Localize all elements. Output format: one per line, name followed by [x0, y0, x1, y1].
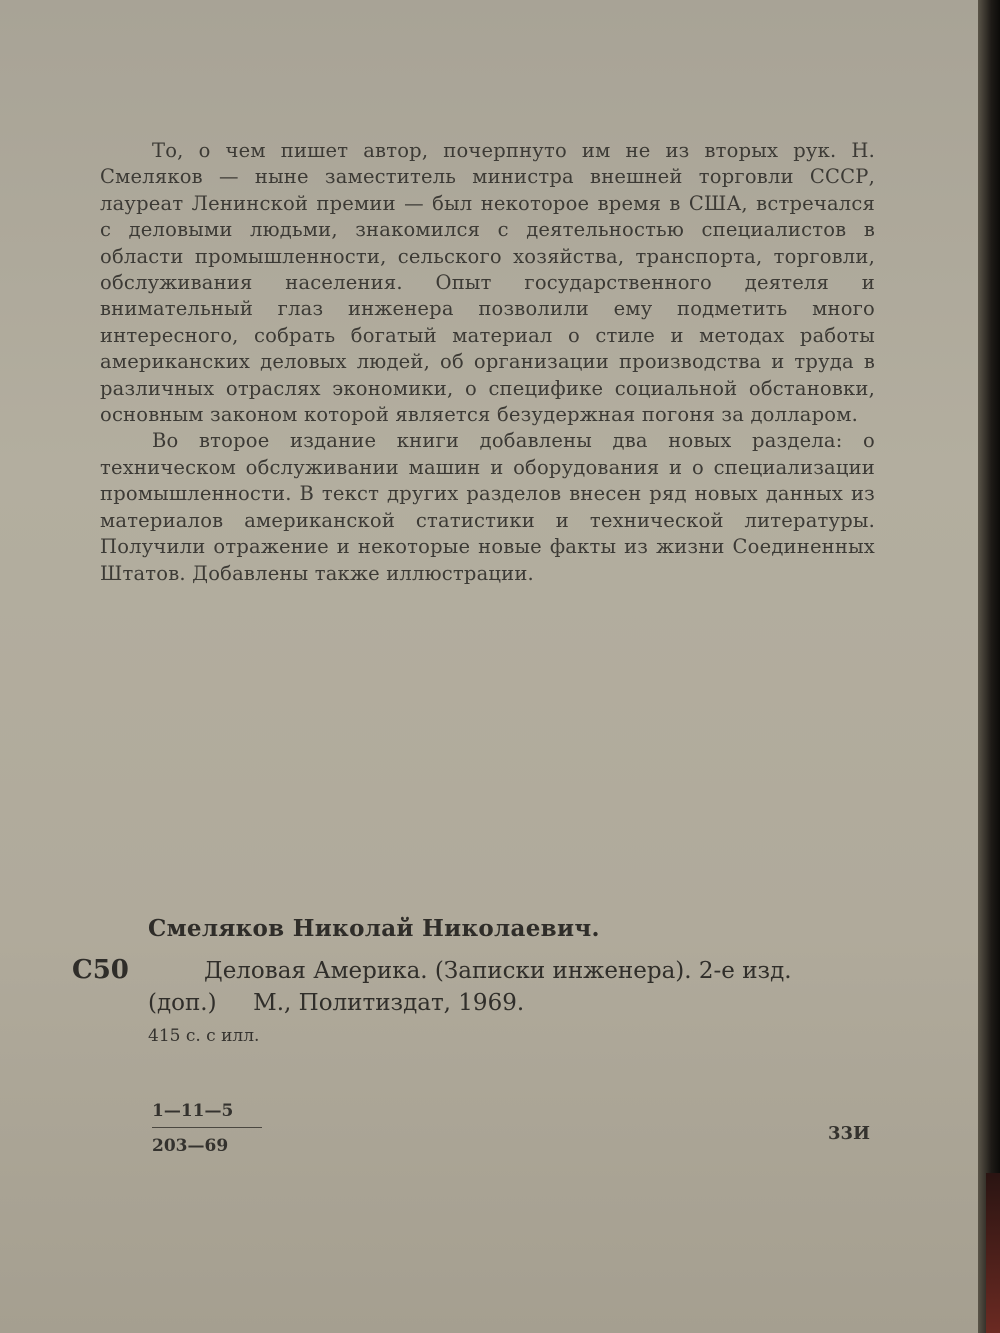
annotation-text	[100, 138, 875, 587]
catalog-title-line-1: Деловая Америка. (Записки инженера). 2-е изд.	[204, 958, 792, 984]
catalog-index-denominator: 203—69	[152, 1136, 229, 1156]
catalog-classification: 33И	[828, 1123, 871, 1144]
catalog-author: Смеляков Николай Николаевич.	[148, 915, 600, 942]
catalog-index-fraction	[152, 1101, 262, 1156]
annotation-paragraph-2: Во второе издание книги добавлены два новых раздела: о техническом обслуживании машин и оборудования и о специализации промышленности. В текст других разделов внесен ряд новых данных из материалов американской статистики и технической литературы. Получили отражение и некоторые новые факты из жизни Соединенных Штатов. Добавлены также иллюстрации.	[100, 429, 875, 585]
catalog-title	[148, 955, 888, 1019]
book-cover-edge	[986, 1173, 1000, 1333]
annotation-paragraph-1: То, о чем пишет автор, почерпнуто им не из вторых рук. Н. Смеляков — ныне заместитель министра внешней торговли СССР, лауреат Ленинской премии — был некоторое время в США, встречался с деловыми людьми, знакомился с деятельностью специалистов в области промышленности, сельского хозяйства, транспорта, торговли, обслуживания населения. Опыт государственного деятеля и внимательный глаз инженера позволили ему подметить много интересного, собрать богатый материал о стиле и методах работы американских деловых людей, об организации производства и труда в различных отраслях экономики, о специфике социальной обстановки, основным законом которой является безудержная погоня за долларом.	[100, 139, 875, 427]
book-binding-edge	[978, 0, 1000, 1333]
catalog-pages: 415 с. с илл.	[148, 1026, 260, 1046]
catalog-code: С50	[72, 955, 129, 985]
catalog-title-line-2: (доп.) М., Политиздат, 1969.	[148, 990, 525, 1016]
catalog-index-numerator: 1—11—5	[152, 1101, 262, 1128]
